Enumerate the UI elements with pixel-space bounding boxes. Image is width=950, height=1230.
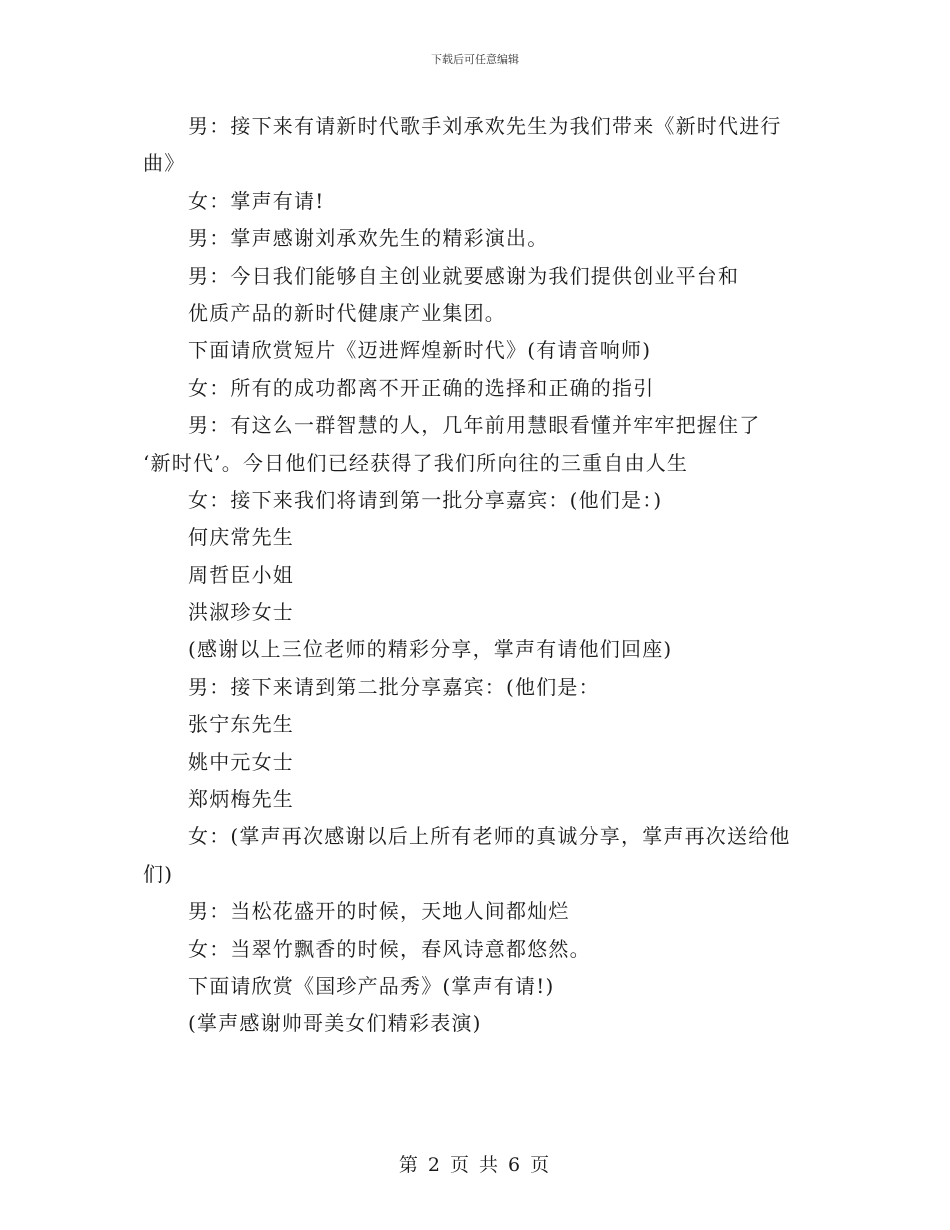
text-line: 优质产品的新时代健康产业集团。 (188, 300, 506, 325)
text-line: ‘新时代’。今日他们已经获得了我们所向往的三重自由人生 (143, 450, 689, 475)
text-line: 女：(掌声再次感谢以后上所有老师的真诚分享，掌声再次送给他 (188, 824, 791, 849)
page-number: 第 2 页 共 6 页 (398, 1154, 552, 1176)
text-line: 男：接下来请到第二批分享嘉宾：(他们是： (188, 674, 600, 699)
guest-name: 姚中元女士 (188, 749, 294, 774)
text-line: 男：今日我们能够自主创业就要感谢为我们提供创业平台和 (188, 263, 740, 288)
text-line: 男：有这么一群智慧的人，几年前用慧眼看懂并牢牢把握住了 (188, 413, 761, 438)
text-line: 男：当松花盛开的时候，天地人间都灿烂 (188, 899, 570, 924)
guest-name: 何庆常先生 (188, 525, 294, 550)
text-line: 女：掌声有请! (188, 188, 325, 213)
guest-name: 周哲臣小姐 (188, 562, 294, 587)
guest-name: 郑炳梅先生 (188, 787, 294, 812)
header-note: 下载后可任意编辑 (431, 53, 519, 66)
text-line: 男：掌声感谢刘承欢先生的精彩演出。 (188, 226, 549, 251)
text-line: 女：接下来我们将请到第一批分享嘉宾：(他们是：) (188, 487, 663, 512)
text-line: 女：所有的成功都离不开正确的选择和正确的指引 (188, 375, 655, 400)
guest-name: 张宁东先生 (188, 712, 294, 737)
text-line: 下面请欣赏《国珍产品秀》(掌声有请!) (188, 973, 555, 998)
text-line: (感谢以上三位老师的精彩分享，掌声有请他们回座) (188, 637, 673, 662)
document-body (143, 108, 823, 1043)
guest-name: 洪淑珍女士 (188, 600, 294, 625)
text-line: 们) (143, 861, 174, 886)
text-line: 女：当翠竹飘香的时候，春风诗意都悠然。 (188, 936, 591, 961)
text-line: 曲》 (143, 151, 186, 176)
text-line: (掌声感谢帅哥美女们精彩表演) (188, 1011, 482, 1036)
text-line: 下面请欣赏短片《迈进辉煌新时代》(有请音响师) (188, 338, 652, 363)
text-line: 男：接下来有请新时代歌手刘承欢先生为我们带来《新时代进行 (188, 114, 782, 138)
